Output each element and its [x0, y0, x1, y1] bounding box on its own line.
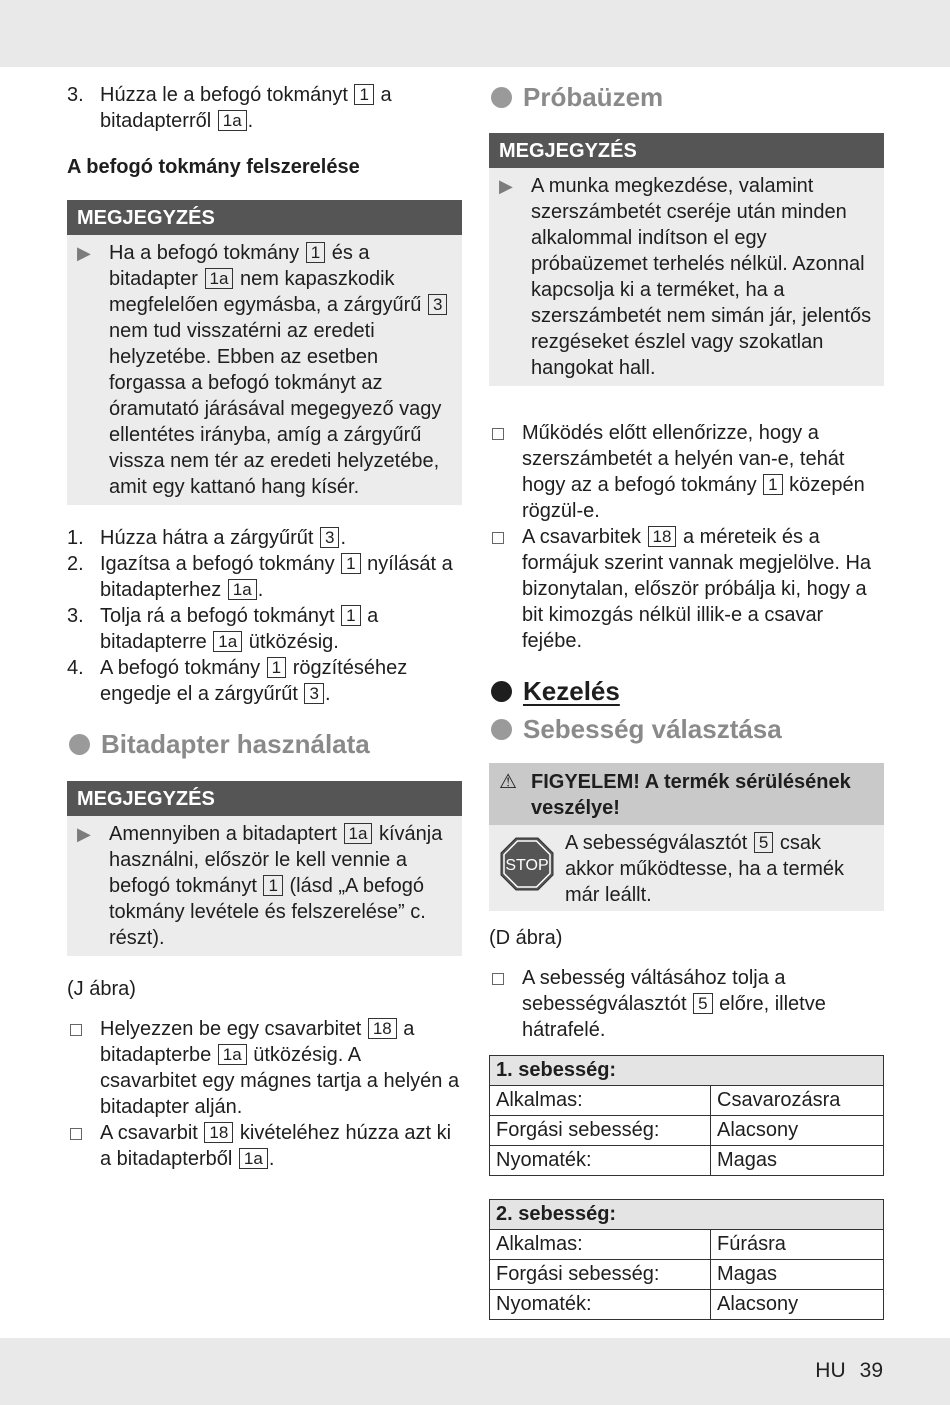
checkbox-icon: [67, 1016, 100, 1120]
subheading: A befogó tokmány felszerelése: [67, 156, 360, 178]
arrow-bullet-icon: ▶: [499, 176, 513, 196]
page-number-value: 39: [859, 1359, 883, 1382]
left-column: [67, 82, 462, 1172]
bullet-dot-icon: [69, 734, 90, 755]
arrow-bullet-icon: ▶: [77, 243, 91, 263]
part-ref: 1a: [218, 110, 247, 131]
footer-band: [0, 1338, 950, 1405]
part-ref: 1a: [205, 268, 234, 289]
list-item: 2. Igazítsa a befogó tokmány 1 nyílását a bitadapterhez 1a .: [67, 553, 453, 601]
note-header: MEGJEGYZÉS: [67, 200, 462, 235]
warning-text: A sebességválasztót 5 csak akkor működtesse, ha a termék már leállt.: [565, 832, 845, 906]
table-row: Alkalmas: Csavarozásra: [490, 1086, 884, 1116]
part-ref: 3: [428, 294, 447, 315]
bullet-dot-icon: [491, 681, 512, 702]
note-header: MEGJEGYZÉS: [67, 781, 462, 816]
part-ref: 1a: [213, 631, 242, 652]
table-row: Forgási sebesség: Magas: [490, 1260, 884, 1290]
page-number: [801, 1358, 883, 1384]
stop-sign-label: STOP: [505, 857, 549, 874]
checkbox-icon: [67, 1120, 100, 1172]
part-ref: 3: [320, 527, 339, 548]
part-ref: 18: [648, 526, 677, 547]
part-ref: 1: [341, 553, 360, 574]
table-row: Forgási sebesség: Alacsony: [490, 1116, 884, 1146]
part-ref: 18: [204, 1122, 233, 1143]
header-band: [0, 0, 950, 67]
table-row: [490, 1200, 884, 1230]
step-remove-chuck: 3. Húzza le a befogó tokmányt 1 a bitadapterről 1a .: [67, 84, 392, 132]
list-item: 4. A befogó tokmány 1 rögzítéséhez engedje el a zárgyűrűt 3 .: [67, 657, 408, 705]
part-ref: 1a: [218, 1044, 247, 1065]
note-text: Ha a befogó tokmány 1 és a bitadapter 1a nem kapaszkodik megfelelően egymásba, a zárgyűrű 3 nem tud visszatérni az eredeti helyzetébe. Ebben az esetben forgassa a befogó tokmányt az óramutató járásával megegyező vagy ellentétes irányba, amíg a zárgyűrű vissza nem tér az eredeti helyzetébe, amit egy kattanó hang kísér.: [109, 240, 452, 500]
part-ref: 5: [693, 993, 712, 1014]
speed-table-1: [489, 1055, 884, 1176]
part-ref: 1: [354, 84, 373, 105]
language-code: HU: [815, 1359, 846, 1382]
part-ref: 5: [754, 832, 773, 853]
part-ref: 1: [263, 875, 282, 896]
table-row: Nyomaték: Magas: [490, 1146, 884, 1176]
right-column: [489, 80, 884, 1320]
warning-header: FIGYELEM! A termék sérülésének veszélye!: [531, 771, 851, 819]
part-ref: 1a: [344, 823, 373, 844]
part-ref: 1: [763, 474, 782, 495]
note-box: [67, 200, 462, 505]
note-text: Amennyiben a bitadaptert 1a kívánja használni, először le kell vennie a befogó tokmányt 1 (lásd „A befogó tokmány levétele és felszerelése” c. részt).: [109, 823, 443, 949]
checklist-item: Helyezzen be egy csavarbitet 18 a bitadapterbe 1a ütközésig. A csavarbitet egy mágnes tartja a helyén a bitadapter alján.: [67, 1016, 462, 1120]
part-ref: 1: [306, 242, 325, 263]
list-item: 3. Tolja rá a befogó tokmányt 1 a bitadapterre 1a ütközésig.: [67, 605, 379, 653]
table-title: 2. sebesség:: [490, 1200, 884, 1230]
part-ref: 3: [304, 683, 323, 704]
checklist-item: Működés előtt ellenőrizze, hogy a szerszámbetét a helyén van-e, tehát hogy az a befogó tokmány 1 közepén rögzül-e.: [489, 420, 884, 524]
step-list: [67, 525, 462, 707]
table-row: [490, 1056, 884, 1086]
checklist-item: A sebesség váltásához tolja a sebességválasztót 5 előre, illetve hátrafelé.: [489, 965, 884, 1043]
note-box: [489, 133, 884, 386]
part-ref: 1a: [228, 579, 257, 600]
checkbox-icon: [489, 420, 522, 524]
checklist-item: A csavarbitek 18 a méreteik és a formájuk szerint vannak megjelölve. Ha bizonytalan, először próbálja ki, hogy a bit kimozgás nélkül illik-e a csavar fejébe.: [489, 524, 884, 654]
checkbox-icon: [489, 965, 522, 1043]
figure-reference: (J ábra): [67, 978, 136, 1000]
part-ref: 1: [267, 657, 286, 678]
stop-sign-icon: [497, 836, 557, 892]
warning-box: [489, 763, 884, 911]
section-heading: Sebesség választása: [489, 712, 884, 746]
part-ref: 18: [368, 1018, 397, 1039]
figure-reference: (D ábra): [489, 927, 563, 949]
section-heading: Bitadapter használata: [67, 727, 462, 761]
note-box: [67, 781, 462, 956]
speed-table-2: [489, 1199, 884, 1320]
bullet-dot-icon: [491, 87, 512, 108]
part-ref: 1a: [239, 1148, 268, 1169]
note-header: MEGJEGYZÉS: [489, 133, 884, 168]
list-item: 1. Húzza hátra a zárgyűrűt 3 .: [67, 527, 347, 549]
section-heading: Próbaüzem: [489, 80, 884, 114]
bullet-dot-icon: [491, 719, 512, 740]
table-title: 1. sebesség:: [490, 1056, 884, 1086]
checklist-item: A csavarbit 18 kivételéhez húzza azt ki a bitadapterből 1a .: [67, 1120, 462, 1172]
part-ref: 1: [341, 605, 360, 626]
note-text: A munka megkezdése, valamint szerszámbetét cseréje után minden alkalommal indítson el egy próbaüzemet terhelés nélkül. Azonnal kapcsolja ki a terméket, ha a szerszámbetét nem simán jár, jelentős rezgéseket észlel vagy szokatlan hangokat hall.: [531, 175, 872, 379]
checkbox-icon: [489, 524, 522, 654]
arrow-bullet-icon: ▶: [77, 824, 91, 844]
table-row: Nyomaték: Alacsony: [490, 1290, 884, 1320]
warning-triangle-icon: ⚠: [499, 771, 517, 793]
section-heading-main: Kezelés: [489, 674, 884, 708]
table-row: Alkalmas: Fúrásra: [490, 1230, 884, 1260]
